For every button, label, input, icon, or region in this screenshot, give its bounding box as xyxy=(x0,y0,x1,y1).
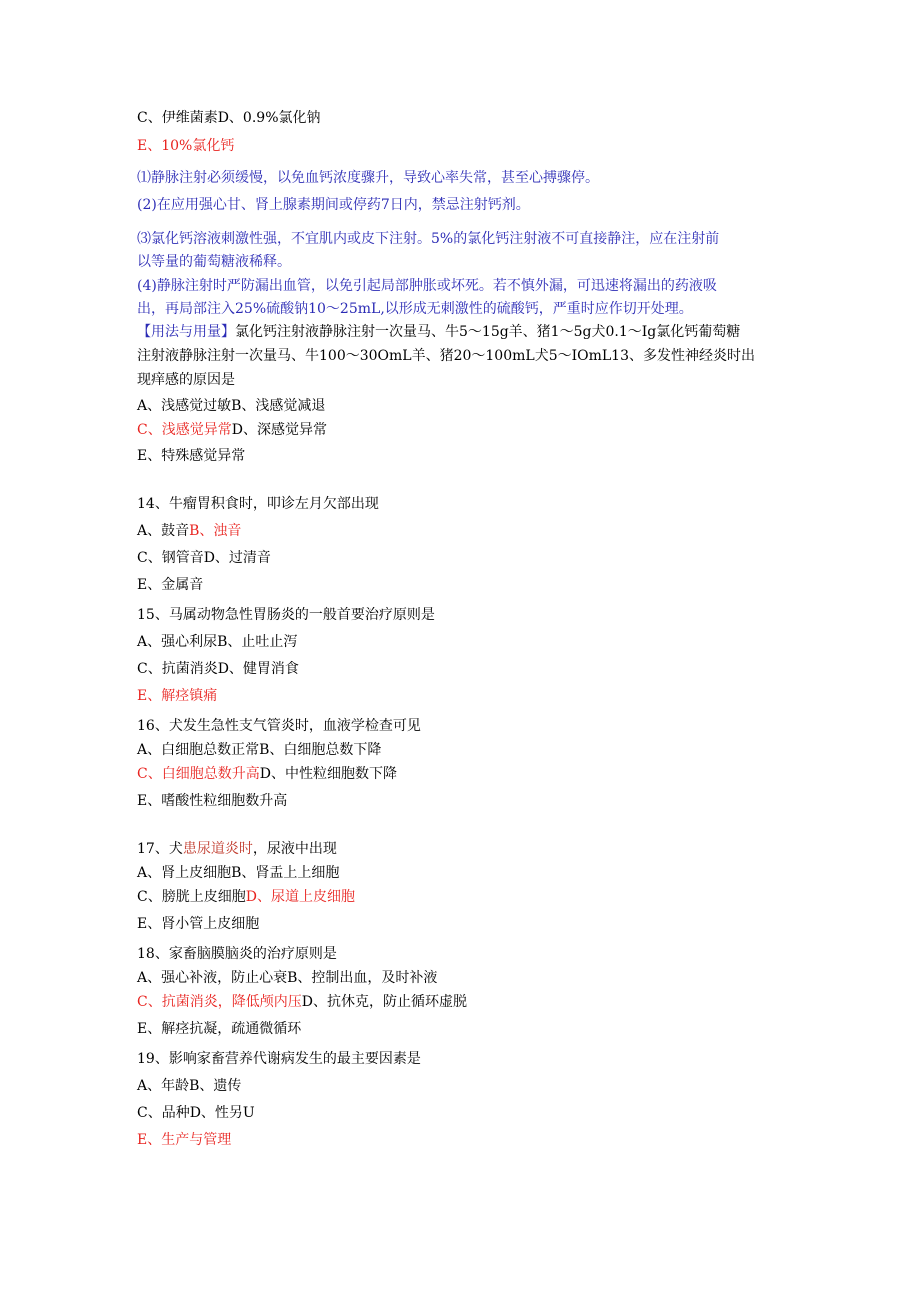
option-line: A、肾上皮细胞B、肾盂上上细胞 xyxy=(137,865,340,881)
answer-option: C、白细胞总数升高 xyxy=(137,766,260,782)
option-line: E、金属音 xyxy=(137,577,204,593)
option-line: A、强心利尿B、止吐止泻 xyxy=(137,634,298,650)
note-line: (4)静脉注射时严防漏出血管，以免引起局部肿胀或坏死。若不慎外漏，可迅速将漏出的药液吸 xyxy=(137,278,717,294)
option-text: C、膀胱上皮细胞 xyxy=(137,889,246,905)
option-line: E、解痉抗凝，疏通微循环 xyxy=(137,1021,302,1037)
answer-line: E、生产与管理 xyxy=(137,1132,232,1148)
option-line: E、特殊感觉异常 xyxy=(137,448,246,464)
highlighted-text: 患尿道炎时 xyxy=(182,841,253,857)
option-line: C、抗菌消炎D、健胃消食 xyxy=(137,661,299,677)
question-text: ，尿液中出现 xyxy=(252,841,337,857)
option-line xyxy=(137,887,355,907)
question-number: 17、犬 xyxy=(137,841,183,857)
note-line: 出，再局部注入25%硫酸钠10～25mL,以形成无刺激性的硫酸钙，严重时应作切开处理。 xyxy=(137,301,693,317)
option-text: A、鼓音 xyxy=(137,523,190,539)
question-line: 19、影响家畜营养代谢病发生的最主要因素是 xyxy=(137,1051,421,1067)
option-line: C、钢管音D、过清音 xyxy=(137,550,271,566)
question-line: 14、牛瘤胃积食时，叩诊左月欠部出现 xyxy=(137,496,379,512)
note-line: ⑶氯化钙溶液刺激性强，不宜肌内或皮下注射。5%的氯化钙注射液不可直接静注，应在注射前 xyxy=(137,231,720,247)
option-line: A、年龄B、遗传 xyxy=(137,1078,242,1094)
question-line: 18、家畜脑膜脑炎的治疗原则是 xyxy=(137,946,337,962)
option-text: D、中性粒细胞数下降 xyxy=(259,766,397,782)
answer-line: E、10%氯化钙 xyxy=(137,138,235,154)
answer-option: D、尿道上皮细胞 xyxy=(245,889,355,905)
note-line: 以等量的葡萄糖液稀释。 xyxy=(137,254,291,270)
option-text: D、深感觉异常 xyxy=(231,422,327,438)
question-line: 15、马属动物急性胃肠炎的一般首要治疗原则是 xyxy=(137,607,435,623)
option-text: D、抗休克，防止循环虚脱 xyxy=(301,994,467,1010)
usage-line: 注射液静脉注射一次量马、牛100～30OmL羊、猪20～100mL犬5～IOmL13、多发性神经炎时出 xyxy=(137,348,755,364)
option-line: A、白细胞总数正常B、白细胞总数下降 xyxy=(137,742,382,758)
question-line: 16、犬发生急性支气管炎时，血液学检查可见 xyxy=(137,718,421,734)
option-line: E、肾小管上皮细胞 xyxy=(137,916,260,932)
option-line: E、嗜酸性粒细胞数升高 xyxy=(137,793,288,809)
note-line: (2)在应用强心甘、肾上腺素期间或停药7日内，禁忌注射钙剂。 xyxy=(137,197,530,213)
answer-line: E、解痉镇痛 xyxy=(137,688,218,704)
option-line: A、强心补液，防止心衰B、控制出血，及时补液 xyxy=(137,970,438,986)
answer-option: C、抗菌消炎，降低颅内压 xyxy=(137,994,302,1010)
option-line xyxy=(137,420,327,440)
usage-heading: 【用法与用量】 xyxy=(137,324,235,340)
usage-line xyxy=(137,322,740,342)
option-line: A、浅感觉过敏B、浅感觉减退 xyxy=(137,398,326,414)
option-line xyxy=(137,521,241,541)
option-line: C、伊维菌素D、0.9%氯化钠 xyxy=(137,110,321,126)
answer-option: B、浊音 xyxy=(189,523,242,539)
answer-option: C、浅感觉异常 xyxy=(137,422,232,438)
option-line xyxy=(137,764,397,784)
usage-text: 氯化钙注射液静脉注射一次量马、牛5～15g羊、猪1～5g犬0.1～Ig氯化钙葡萄糖 xyxy=(235,324,741,340)
option-line: C、品种D、性另U xyxy=(137,1105,255,1121)
option-line xyxy=(137,992,467,1012)
note-line: ⑴静脉注射必须缓慢，以免血钙浓度骤升，导致心率失常，甚至心搏骤停。 xyxy=(137,170,599,186)
question-line: 现痒感的原因是 xyxy=(137,372,235,388)
question-line xyxy=(137,839,337,859)
